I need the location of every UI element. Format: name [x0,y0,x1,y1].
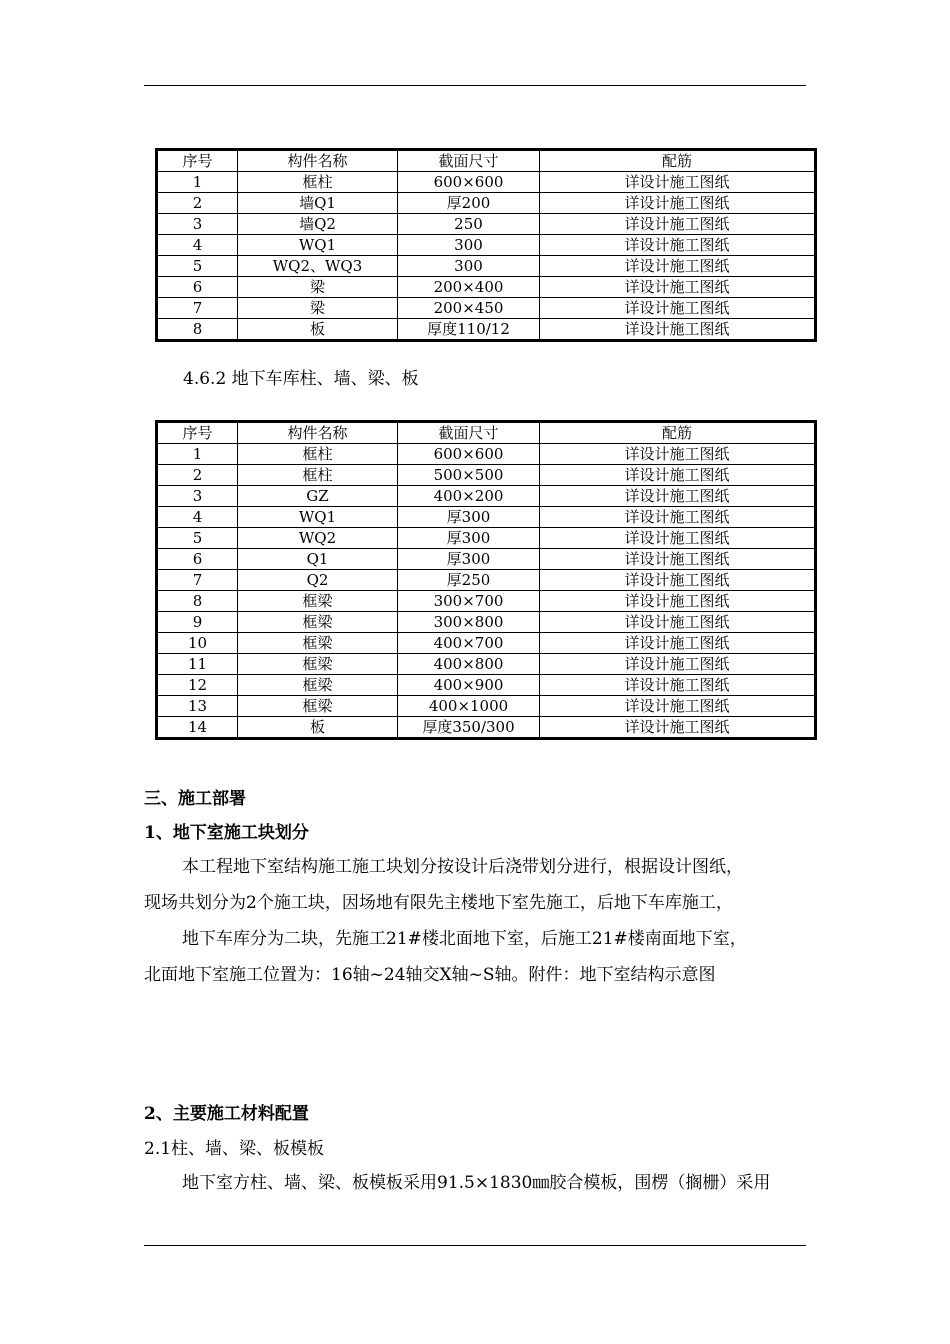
header-cell: 构件名称 [238,423,398,444]
table-cell: 板 [238,319,398,340]
table-cell: 厚度110/12 [398,319,540,340]
table-cell: 3 [158,214,238,235]
table-cell: 8 [158,591,238,612]
table-cell: 详设计施工图纸 [540,193,815,214]
table-cell: 详设计施工图纸 [540,633,815,654]
table-cell: GZ [238,486,398,507]
table-cell: 墙Q2 [238,214,398,235]
table-cell: 400×1000 [398,696,540,717]
table-cell: 14 [158,717,238,738]
table-cell: Q2 [238,570,398,591]
table-cell: 400×800 [398,654,540,675]
table-row [158,277,815,298]
table-cell: 厚300 [398,507,540,528]
table-row [158,591,815,612]
heading-main-materials: 2、主要施工材料配置 [144,1104,309,1124]
table-cell: 400×900 [398,675,540,696]
table-cell: 详设计施工图纸 [540,654,815,675]
table-cell: 2 [158,465,238,486]
table-cell: WQ2、WQ3 [238,256,398,277]
table-cell: 详设计施工图纸 [540,570,815,591]
table-cell: 详设计施工图纸 [540,549,815,570]
table-cell: 框梁 [238,696,398,717]
table-cell: 框柱 [238,444,398,465]
table-cell: 7 [158,570,238,591]
table-cell: 框梁 [238,675,398,696]
table-row [158,214,815,235]
table-row [158,256,815,277]
component-table-2 [155,420,817,740]
paragraph-1-line-1: 本工程地下室结构施工施工块划分按设计后浇带划分进行，根据设计图纸， [182,857,743,877]
table-cell: 10 [158,633,238,654]
table-cell: 详设计施工图纸 [540,507,815,528]
table-row [158,696,815,717]
table-cell: 框梁 [238,633,398,654]
table-cell: 300 [398,235,540,256]
table-cell: 600×600 [398,444,540,465]
table-cell: 5 [158,528,238,549]
table-row [158,444,815,465]
table-row [158,654,815,675]
table-cell: 11 [158,654,238,675]
component-table-1 [155,148,817,342]
table-cell: 250 [398,214,540,235]
table-cell: 详设计施工图纸 [540,486,815,507]
table-row [158,235,815,256]
table-cell: 5 [158,256,238,277]
table-cell: 厚300 [398,549,540,570]
table-cell: 详设计施工图纸 [540,277,815,298]
table-cell: 详设计施工图纸 [540,717,815,738]
table-cell: 详设计施工图纸 [540,319,815,340]
table-cell: 框柱 [238,465,398,486]
header-cell: 配筋 [540,423,815,444]
table-cell: 厚度350/300 [398,717,540,738]
table-row [158,507,815,528]
table-row [158,612,815,633]
table-cell: 详设计施工图纸 [540,235,815,256]
header-cell: 配筋 [540,151,815,172]
table-cell: 墙Q1 [238,193,398,214]
table-row [158,193,815,214]
table-cell: 200×400 [398,277,540,298]
header-cell: 截面尺寸 [398,151,540,172]
table-cell: 9 [158,612,238,633]
table-cell: 厚250 [398,570,540,591]
table-cell: 300×800 [398,612,540,633]
table-cell: 1 [158,172,238,193]
table-cell: 7 [158,298,238,319]
table-row [158,298,815,319]
table-cell: 详设计施工图纸 [540,675,815,696]
table-cell: 详设计施工图纸 [540,591,815,612]
table-row [158,549,815,570]
table-row [158,675,815,696]
table-cell: 200×450 [398,298,540,319]
table-cell: 6 [158,277,238,298]
table-cell: 400×700 [398,633,540,654]
table-cell: 4 [158,235,238,256]
header-cell: 序号 [158,423,238,444]
table-cell: 框梁 [238,612,398,633]
table-cell: 详设计施工图纸 [540,298,815,319]
table-row [158,528,815,549]
section-4-6-2-title: 4.6.2 地下车库柱、墙、梁、板 [183,369,419,389]
table-cell: 2 [158,193,238,214]
table-row [158,319,815,340]
table-cell: 500×500 [398,465,540,486]
table-row [158,486,815,507]
table-cell: 梁 [238,298,398,319]
table-cell: 300 [398,256,540,277]
table-cell: 厚200 [398,193,540,214]
table-cell: 6 [158,549,238,570]
table-cell: 8 [158,319,238,340]
table-header-row [158,151,815,172]
table-row [158,570,815,591]
paragraph-2-line-1: 地下车库分为二块，先施工21#楼北面地下室，后施工21#楼南面地下室， [182,929,747,949]
paragraph-3-line-1: 地下室方柱、墙、梁、板模板采用91.5×1830㎜胶合模板，围楞（搁栅）采用 [182,1173,771,1193]
header-cell: 序号 [158,151,238,172]
table-cell: 详设计施工图纸 [540,172,815,193]
table-cell: 详设计施工图纸 [540,465,815,486]
table-row [158,717,815,738]
footer-rule [144,1245,806,1246]
table-row [158,633,815,654]
section-2-1-title: 2.1柱、墙、梁、板模板 [144,1139,325,1159]
table-cell: 4 [158,507,238,528]
heading-basement-block-division: 1、地下室施工块划分 [144,823,309,843]
table-cell: Q1 [238,549,398,570]
table-cell: 3 [158,486,238,507]
table-cell: 300×700 [398,591,540,612]
table-cell: 12 [158,675,238,696]
table-cell: WQ1 [238,507,398,528]
table-cell: 详设计施工图纸 [540,214,815,235]
table-cell: 板 [238,717,398,738]
table-cell: 详设计施工图纸 [540,256,815,277]
table-header-row [158,423,815,444]
table-cell: 1 [158,444,238,465]
table-cell: 400×200 [398,486,540,507]
table-cell: WQ1 [238,235,398,256]
table-cell: WQ2 [238,528,398,549]
heading-construction-deployment: 三、施工部署 [144,789,246,809]
table-cell: 详设计施工图纸 [540,612,815,633]
table-row [158,172,815,193]
table-cell: 详设计施工图纸 [540,444,815,465]
paragraph-2-line-2: 北面地下室施工位置为：16轴~24轴交X轴~S轴。附件：地下室结构示意图 [144,965,716,985]
paragraph-1-line-2: 现场共划分为2个施工块，因场地有限先主楼地下室先施工，后地下车库施工， [144,893,733,913]
header-cell: 截面尺寸 [398,423,540,444]
table-cell: 详设计施工图纸 [540,528,815,549]
table-cell: 详设计施工图纸 [540,696,815,717]
table-cell: 框梁 [238,591,398,612]
table-cell: 厚300 [398,528,540,549]
table-cell: 600×600 [398,172,540,193]
header-cell: 构件名称 [238,151,398,172]
table-cell: 框柱 [238,172,398,193]
table-cell: 梁 [238,277,398,298]
table-cell: 13 [158,696,238,717]
table-row [158,465,815,486]
header-rule [144,85,806,86]
table-cell: 框梁 [238,654,398,675]
